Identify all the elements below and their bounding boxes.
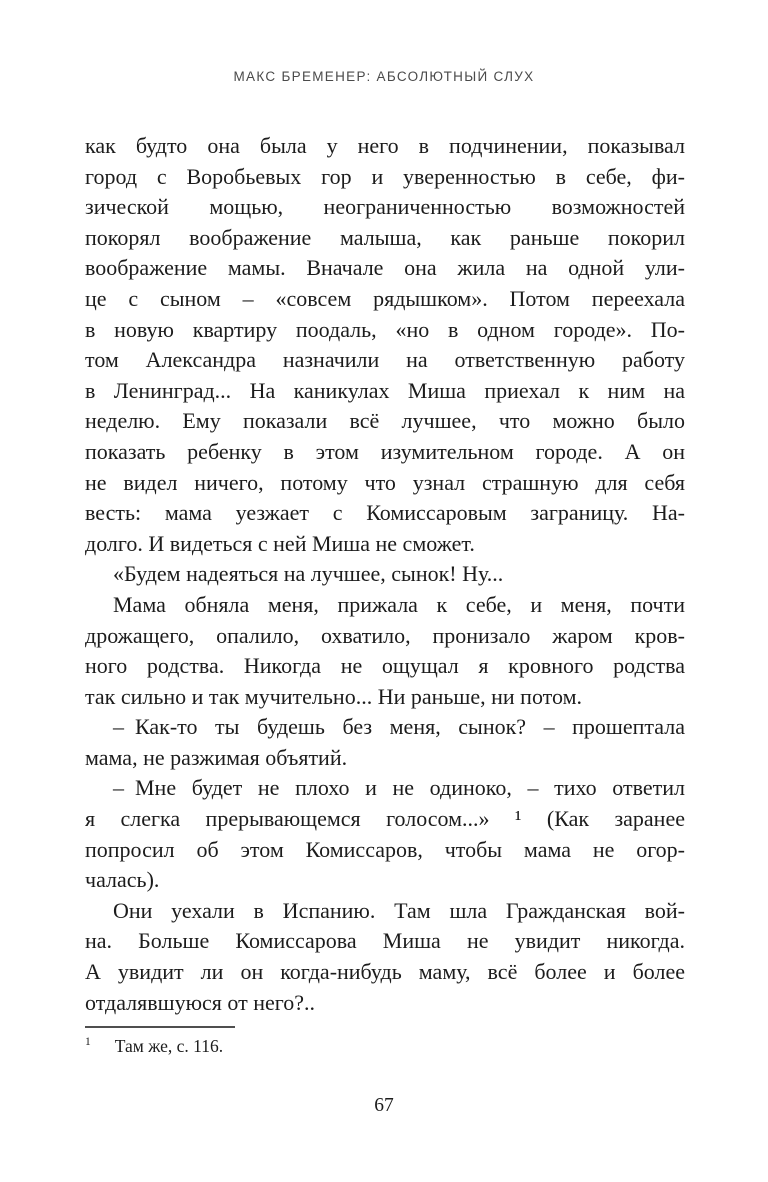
text-line: чалась). — [85, 867, 160, 893]
text-line: дрожащего, опалило, охватило, пронизало жаром кров- — [85, 622, 685, 648]
text-line: Мама обняла меня, прижала к себе, и меня, почти — [113, 591, 685, 617]
text-line: долго. И видеться с ней Миша не сможет. — [85, 530, 475, 556]
text-line: попросил об этом Комиссаров, чтобы мама не огор- — [85, 836, 685, 862]
text-line: весть: мама уезжает с Комиссаровым заграницу. На- — [85, 500, 685, 526]
text-line: мама, не разжимая объятий. — [85, 744, 348, 770]
text-line: том Александра назначили на ответственную работу — [85, 347, 685, 373]
footnote-area — [85, 1026, 685, 1057]
running-head: МАКС БРЕМЕНЕР: АБСОЛЮТНЫЙ СЛУХ — [233, 69, 535, 84]
footnote-text: Там же, с. 116. — [114, 1036, 224, 1056]
footnote-marker: 1 — [85, 1036, 91, 1049]
text-line: не видел ничего, потому что узнал страшную для себя — [85, 469, 685, 495]
text-line: Они уехали в Испанию. Там шла Гражданская вой- — [113, 897, 685, 923]
text-line: це с сыном – «совсем рядышком». Потом переехала — [85, 285, 685, 311]
text-line: как будто она была у него в подчинении, показывал — [85, 133, 685, 158]
text-line: неделю. Ему показали всё лучшее, что можно было — [85, 408, 685, 434]
text-line: я слегка прерывающемся голосом...» ¹ (Как заранее — [85, 806, 685, 832]
text-line: отдалявшуюся от него?.. — [85, 989, 316, 1015]
text-line: – Как-то ты будешь без меня, сынок? – прошептала — [113, 714, 685, 740]
text-line: на. Больше Комиссарова Миша не увидит никогда. — [85, 928, 685, 954]
footnote — [85, 1035, 685, 1057]
footnote-divider — [85, 1026, 235, 1028]
text-line: воображение мамы. Вначале она жила на одной ули- — [85, 255, 685, 281]
page-number: 67 — [374, 1095, 394, 1116]
text-line: зической мощью, неограниченностью возможностей — [85, 194, 685, 220]
text-line: показать ребенку в этом изумительном городе. А он — [85, 438, 685, 464]
text-line: так сильно и так мучительно... Ни раньше, ни потом. — [85, 683, 582, 709]
text-line: ного родства. Никогда не ощущал я кровного родства — [85, 653, 685, 679]
body-text — [85, 131, 685, 1018]
text-line: в Ленинград... На каникулах Миша приехал к ним на — [85, 377, 685, 403]
text-line: А увидит ли он когда-нибудь маму, всё более и более — [85, 959, 685, 985]
text-line: покорял воображение малыша, как раньше покорил — [85, 224, 685, 250]
text-line: в новую квартиру поодаль, «но в одном городе». По- — [85, 316, 685, 342]
text-line: «Будем надеяться на лучшее, сынок! Ну... — [113, 561, 504, 587]
text-line: – Мне будет не плохо и не одиноко, – тихо ответил — [113, 775, 685, 801]
text-line: город с Воробьевых гор и уверенностью в себе, фи- — [85, 163, 685, 189]
